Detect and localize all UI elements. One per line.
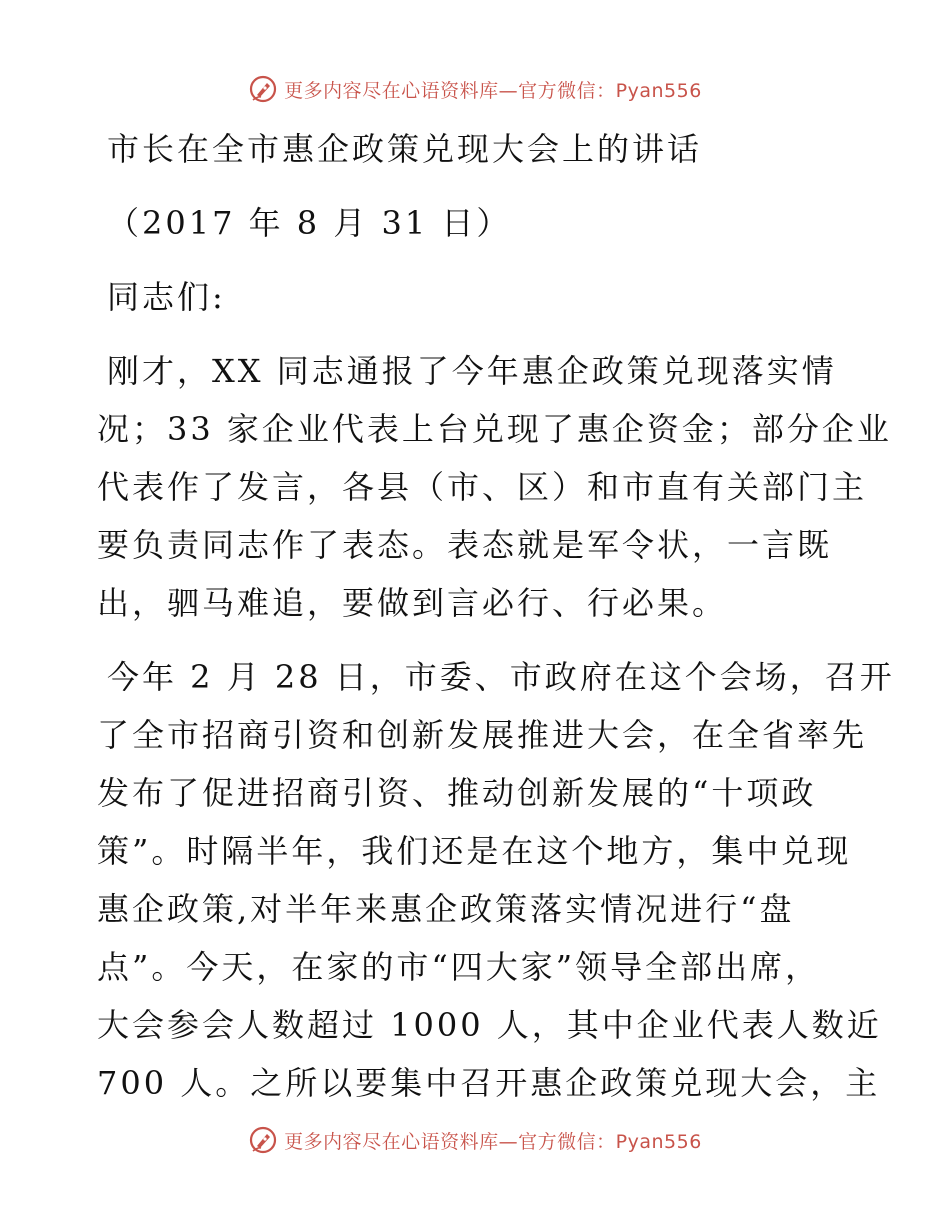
- paragraph-line: 要负责同志作了表态。表态就是军令状，一言既: [97, 526, 833, 564]
- document-body: [97, 120, 895, 1112]
- paragraph-1: [97, 342, 892, 632]
- banner-text: 更多内容尽在心语资料库—官方微信：Pyan556: [284, 79, 702, 102]
- pen-logo-icon: [248, 74, 278, 104]
- banner-text: 更多内容尽在心语资料库—官方微信：Pyan556: [284, 1130, 702, 1153]
- document-title: 市长在全市惠企政策兑现大会上的讲话: [107, 130, 703, 168]
- footer-banner: [0, 1123, 950, 1157]
- paragraph-line: 700 人。之所以要集中召开惠企政策兑现大会，主: [97, 1064, 881, 1102]
- paragraph-line: 点”。今天，在家的市“四大家”领导全部出席，: [97, 948, 821, 986]
- paragraph-line: 今年 2 月 28 日，市委、市政府在这个会场，召开: [107, 658, 895, 696]
- paragraph-line: 了全市招商引资和创新发展推进大会，在全省率先: [97, 716, 868, 754]
- paragraph-2: [97, 648, 895, 1112]
- paragraph-line: 大会参会人数超过 1000 人，其中企业代表人数近: [97, 1006, 882, 1044]
- document-date: （2017 年 8 月 31 日）: [107, 204, 512, 242]
- paragraph-line: 策”。时隔半年，我们还是在这个地方，集中兑现: [97, 832, 852, 870]
- paragraph-line: 出，驷马难追，要做到言必行、行必果。: [97, 584, 728, 622]
- paragraph-line: 惠企政策,对半年来惠企政策落实情况进行“盘: [97, 890, 795, 928]
- salutation: 同志们:: [107, 278, 226, 316]
- paragraph-line: 刚才，XX 同志通报了今年惠企政策兑现落实情: [107, 352, 837, 390]
- header-banner: [0, 72, 950, 106]
- pen-logo-icon: [248, 1125, 278, 1155]
- paragraph-line: 况；33 家企业代表上台兑现了惠企资金；部分企业: [97, 410, 892, 448]
- paragraph-line: 发布了促进招商引资、推动创新发展的“十项政: [97, 774, 817, 812]
- paragraph-line: 代表作了发言，各县（市、区）和市直有关部门主: [97, 468, 868, 506]
